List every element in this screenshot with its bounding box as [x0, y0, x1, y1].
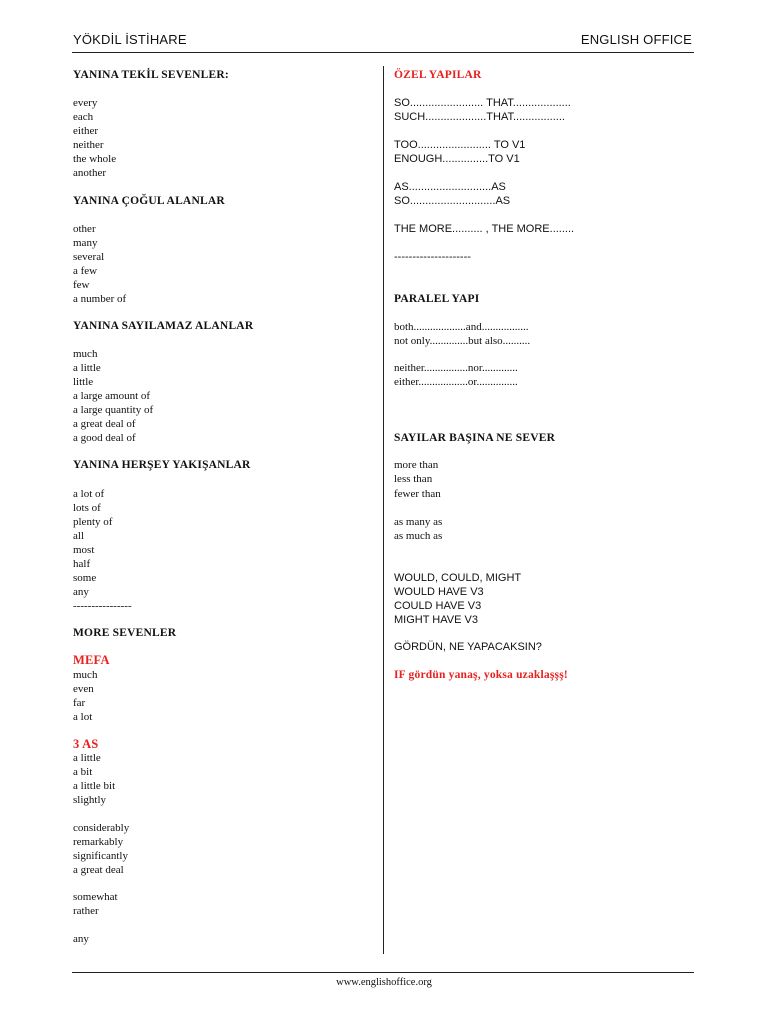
list-item: a bit	[73, 766, 93, 778]
heading-numbers: SAYILAR BAŞINA NE SEVER	[394, 432, 556, 444]
separator-dashes: ---------------------	[394, 251, 471, 263]
list-item: a large amount of	[73, 390, 151, 402]
list-item: all	[73, 530, 84, 542]
list-item: the whole	[73, 153, 117, 165]
list-item: some	[73, 572, 97, 584]
list-item: a large quantity of	[73, 404, 154, 416]
structure-line: SO........................ THAT...................	[394, 97, 571, 109]
list-item: a lot of	[73, 488, 105, 500]
list-item: many	[73, 237, 98, 249]
list-item: each	[73, 111, 94, 123]
structure-line: THE MORE.......... , THE MORE........	[394, 223, 575, 235]
list-item: a lot	[73, 711, 93, 723]
list-item: other	[73, 223, 96, 235]
heading-more: MORE SEVENLER	[73, 627, 177, 639]
list-item: every	[73, 97, 98, 109]
list-item: a little bit	[73, 780, 116, 792]
heading-plural: YANINA ÇOĞUL ALANLAR	[73, 195, 225, 207]
separator-dashes: ----------------	[73, 600, 132, 612]
list-item: a number of	[73, 293, 127, 305]
footer-url: www.englishoffice.org	[336, 977, 432, 988]
structure-line: COULD HAVE V3	[394, 600, 482, 612]
list-item: lots of	[73, 502, 101, 514]
heading-mefa: MEFA	[73, 653, 110, 667]
list-item: either	[73, 125, 99, 137]
heading-all-fit: YANINA HERŞEY YAKIŞANLAR	[73, 459, 251, 471]
list-item: a good deal of	[73, 432, 136, 444]
heading-singular: YANINA TEKİL SEVENLER:	[73, 69, 229, 81]
heading-parallel: PARALEL YAPI	[394, 293, 480, 305]
list-item: as many as	[394, 516, 443, 528]
structure-line: ENOUGH...............TO V1	[394, 153, 520, 165]
heading-special-structures: ÖZEL YAPILAR	[394, 69, 482, 81]
heading-3as: 3 AS	[73, 737, 99, 751]
header-divider	[72, 52, 694, 53]
structure-line: TOO........................ TO V1	[394, 139, 526, 151]
list-item: far	[73, 697, 86, 709]
list-item: half	[73, 558, 91, 570]
structure-line: AS...........................AS	[394, 181, 506, 193]
structure-line: SUCH....................THAT.................	[394, 111, 565, 123]
list-item: a little	[73, 752, 101, 764]
structure-line: neither................nor.............	[394, 362, 518, 374]
list-item: a great deal	[73, 864, 124, 876]
list-item: significantly	[73, 850, 128, 862]
list-item: rather	[73, 905, 99, 917]
structure-line: WOULD, COULD, MIGHT	[394, 572, 522, 584]
structure-line: both...................and.................	[394, 321, 529, 333]
list-item: fewer than	[394, 488, 441, 500]
list-item: as much as	[394, 530, 443, 542]
list-item: several	[73, 251, 105, 263]
list-item: another	[73, 167, 106, 179]
structure-line: SO............................AS	[394, 195, 511, 207]
header-title-left: YÖKDİL İSTİHARE	[73, 32, 187, 47]
list-item: much	[73, 669, 98, 681]
list-item: somewhat	[73, 891, 118, 903]
structure-line: not only..............but also..........	[394, 335, 531, 347]
structure-line: MIGHT HAVE V3	[394, 614, 478, 626]
list-item: a great deal of	[73, 418, 136, 430]
structure-line: either..................or...............	[394, 376, 518, 388]
footer-divider	[72, 972, 694, 973]
column-divider	[383, 66, 384, 954]
list-item: little	[73, 376, 94, 388]
list-item: a little	[73, 362, 101, 374]
list-item: a few	[73, 265, 98, 277]
list-item: most	[73, 544, 95, 556]
header-title-right: ENGLISH OFFICE	[580, 32, 692, 47]
list-item: plenty of	[73, 516, 113, 528]
list-item: more than	[394, 459, 439, 471]
heading-uncountable: YANINA SAYILAMAZ ALANLAR	[73, 320, 254, 332]
list-item: much	[73, 348, 98, 360]
list-item: even	[73, 683, 94, 695]
list-item: any	[73, 933, 89, 945]
list-item: remarkably	[73, 836, 124, 848]
list-item: less than	[394, 473, 433, 485]
structure-line: GÖRDÜN, NE YAPACAKSIN?	[394, 641, 542, 653]
note-red: IF gördün yanaş, yoksa uzaklaşşş!	[394, 669, 568, 681]
list-item: few	[73, 279, 90, 291]
list-item: considerably	[73, 822, 130, 834]
list-item: neither	[73, 139, 104, 151]
list-item: slightly	[73, 794, 107, 806]
list-item: any	[73, 586, 89, 598]
structure-line: WOULD HAVE V3	[394, 586, 484, 598]
